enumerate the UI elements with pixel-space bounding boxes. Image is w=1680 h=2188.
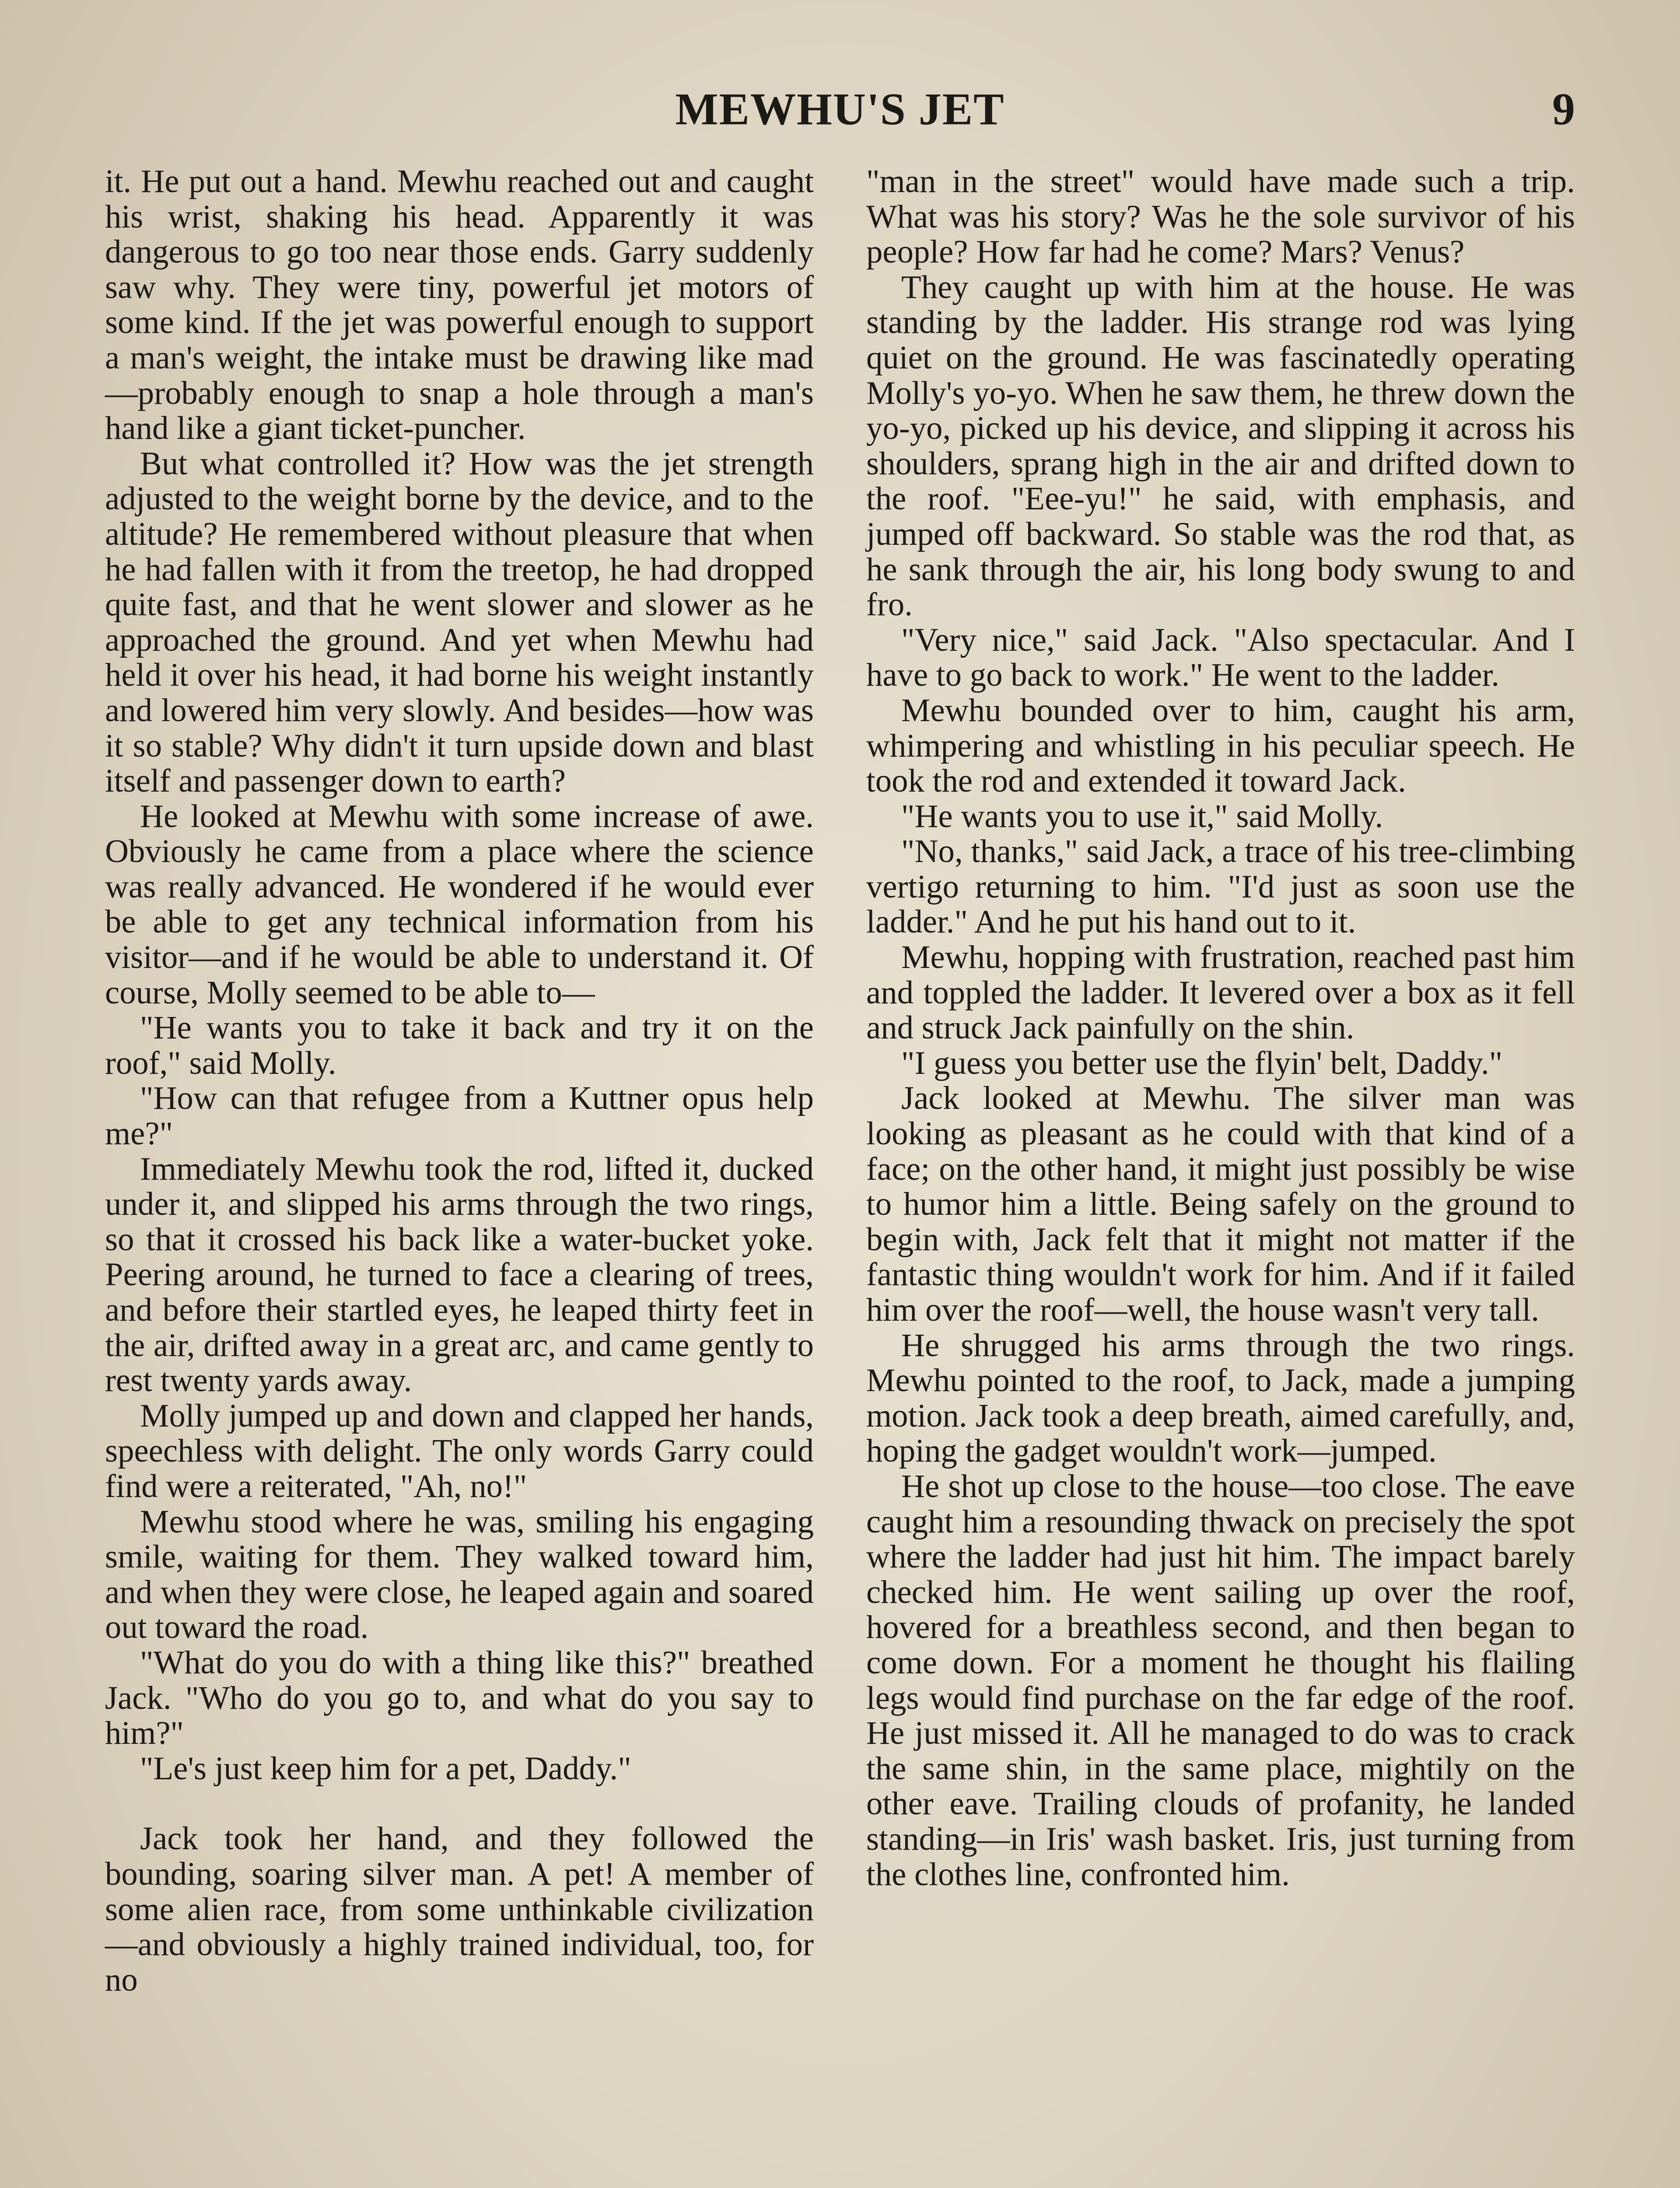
paragraph: But what controlled it? How was the jet strength adjusted to the weight borne by the device, and to the altitude? He remembered without pleasure that when he had fallen with it from the treetop, he had dropped quite fast, and that he went slower and slower as he approached the ground. And yet when Mewhu had held it over his head, it had borne his weight instantly and lowered him very slowly. And besides—how was it so stable? Why didn't it turn upside down and blast itself and passenger down to earth? (105, 445, 814, 799)
page-number: 9 (1552, 84, 1575, 134)
paragraph: "He wants you to use it," said Molly. (901, 798, 1383, 835)
page-header (105, 83, 1575, 149)
paragraph: He shrugged his arms through the two rings. Mewhu pointed to the roof, to Jack, made a jumping motion. Jack took a deep breath, aimed carefully, and, hoping the gadget wouldn't work—jumped. (866, 1327, 1575, 1469)
paragraph: They caught up with him at the house. He was standing by the ladder. His strange rod was lying quiet on the ground. He was fascinatedly operating Molly's yo-yo. When he saw them, he threw down the yo-yo, picked up his device, and slipping it across his shoulders, sprang high in the air and drifted down to the roof. "Eee-yu!" he said, with emphasis, and jumped off backward. So stable was the rod that, as he sank through the air, his long body swung to and fro. (866, 269, 1575, 623)
text-columns (105, 164, 1575, 2188)
paragraph: Mewhu stood where he was, smiling his engaging smile, waiting for them. They walked toward him, and when they were close, he leaped again and soared out toward the road. (105, 1503, 814, 1646)
running-title: MEWHU'S JET (675, 84, 1005, 134)
paragraph: "How can that refugee from a Kuttner opus help me?" (105, 1080, 814, 1152)
paragraph: He shot up close to the house—too close. The eave caught him a resounding thwack on precisely the spot where the ladder had just hit him. The impact barely checked him. He went sailing up over the roof, hovered for a breathless second, and then began to come down. For a moment he thought his flailing legs would find purchase on the far edge of the roof. He just missed it. All he managed to do was to crack the same shin, in the same place, mightily on the other eave. Trailing clouds of profanity, he landed standing—in Iris' wash basket. Iris, just turning from the clothes line, confronted him. (866, 1468, 1575, 1893)
paragraph: Jack took her hand, and they followed the bounding, soaring silver man. A pet! A member of some alien race, from some unthinkable civilization—and obviously a highly trained individual, too, for no (105, 1820, 814, 1998)
paragraph: it. He put out a hand. Mewhu reached out and caught his wrist, shaking his head. Apparently it was dangerous to go too near those ends. Garry suddenly saw why. They were tiny, powerful jet motors of some kind. If the jet was powerful enough to support a man's weight, the intake must be drawing like mad—probably enough to snap a hole through a man's hand like a giant ticket-puncher. (105, 163, 814, 447)
paragraph: "Le's just keep him for a pet, Daddy." (140, 1750, 631, 1787)
right-column (866, 164, 1575, 2188)
paragraph: "I guess you better use the flyin' belt, Daddy." (901, 1045, 1503, 1081)
paragraph: "Very nice," said Jack. "Also spectacular. And I have to go back to work." He went to the ladder. (866, 621, 1575, 694)
paragraph: "No, thanks," said Jack, a trace of his tree-climbing vertigo returning to him. "I'd just as soon use the ladder." And he put his hand out to it. (866, 833, 1575, 940)
paragraph: Mewhu, hopping with frustration, reached past him and toppled the ladder. It levered over a box as it fell and struck Jack painfully on the shin. (866, 939, 1575, 1046)
paragraph: Immediately Mewhu took the rod, lifted it, ducked under it, and slipped his arms through the two rings, so that it crossed his back like a water-bucket yoke. Peering around, he turned to face a clearing of trees, and before their startled eyes, he leaped thirty feet in the air, drifted away in a great arc, and came gently to rest twenty yards away. (105, 1150, 814, 1399)
paragraph: Jack looked at Mewhu. The silver man was looking as pleasant as he could with that kind of a face; on the other hand, it might just possibly be wise to humor him a little. Being safely on the ground to begin with, Jack felt that it might not matter if the fantastic thing wouldn't work for him. And if it failed him over the roof—well, the house wasn't very tall. (866, 1080, 1575, 1328)
paragraph: "What do you do with a thing like this?" breathed Jack. "Who do you go to, and what do you say to him?" (105, 1644, 814, 1752)
paragraph: "He wants you to take it back and try it on the roof," said Molly. (105, 1010, 814, 1081)
paragraph: "man in the street" would have made such a trip. What was his story? Was he the sole survivor of his people? How far had he come? Mars? Venus? (866, 163, 1575, 270)
paragraph: Molly jumped up and down and clapped her hands, speechless with delight. The only words Garry could find were a reiterated, "Ah, no!" (105, 1397, 814, 1504)
paragraph: Mewhu bounded over to him, caught his arm, whimpering and whistling in his peculiar speech. He took the rod and extended it toward Jack. (866, 692, 1575, 799)
paragraph: He looked at Mewhu with some increase of awe. Obviously he came from a place where the science was really advanced. He wondered if he would ever be able to get any technical information from his visitor—and if he would be able to understand it. Of course, Molly seemed to be able to— (105, 798, 814, 1011)
left-column (105, 164, 814, 2188)
